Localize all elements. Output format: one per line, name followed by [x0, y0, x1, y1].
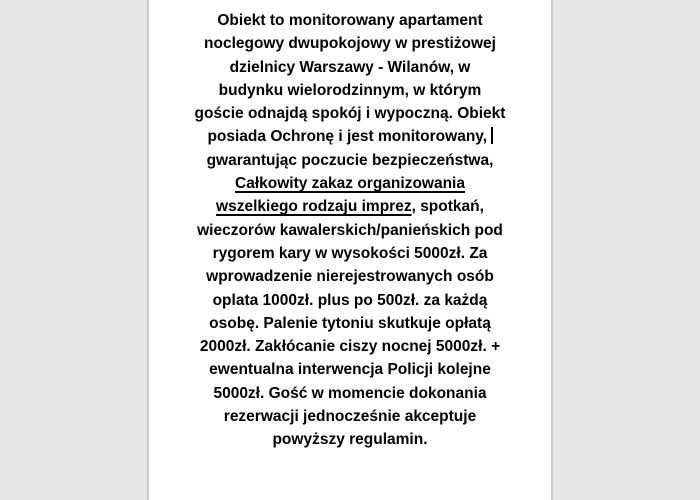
document-page[interactable]	[147, 0, 553, 500]
text-line	[149, 382, 551, 405]
text-segment: osobę. Palenie tytoniu skutkuje opłatą	[209, 314, 491, 332]
text-line	[149, 125, 551, 148]
text-segment: dzielnicy Warszawy - Wilanów, w	[229, 58, 471, 76]
text-line	[149, 289, 551, 312]
text-segment: rezerwacji jednocześnie akceptuje	[223, 408, 477, 426]
text-segment: wprowadzenie nierejestrowanych osób	[206, 268, 494, 286]
text-segment: powyższy regulamin.	[272, 431, 428, 449]
text-segment: oplata 1000zł. plus po 500zł. za każdą	[212, 291, 488, 309]
text-line	[149, 335, 551, 358]
document-lines	[149, 9, 551, 452]
text-line	[149, 405, 551, 428]
text-segment: 2000zł. Zakłócanie ciszy nocnej 5000zł. +	[199, 338, 501, 356]
text-segment: 5000zł. Gość w momencie dokonania	[213, 384, 487, 402]
text-line	[149, 56, 551, 79]
text-segment: goście odnajdą spokój i wypoczną. Obiekt	[194, 105, 506, 123]
text-segment: ewentualna interwencja Policji kolejne	[209, 361, 491, 379]
text-line	[149, 428, 551, 451]
text-segment: noclegowy dwupokojowy w prestiżowej	[204, 35, 496, 53]
text-line	[149, 242, 551, 265]
text-line	[149, 358, 551, 381]
text-segment: gwarantując poczucie bezpieczeństwa,	[206, 151, 494, 169]
text-cursor	[491, 127, 493, 144]
text-line	[149, 312, 551, 335]
text-line	[149, 149, 551, 172]
text-line	[149, 9, 551, 32]
text-line	[149, 195, 551, 218]
text-segment: wieczorów kawalerskich/panieńskich pod	[197, 221, 503, 239]
text-line	[149, 32, 551, 55]
text-segment: budynku wielorodzinnym, w którym	[218, 81, 482, 99]
text-line	[149, 79, 551, 102]
text-segment: , spotkań,	[411, 198, 484, 216]
text-line	[149, 172, 551, 195]
text-segment: rygorem kary w wysokości 5000zł. Za	[212, 244, 488, 262]
underlined-text-segment: Całkowity zakaz organizowania	[235, 175, 465, 193]
text-line	[149, 102, 551, 125]
text-line	[149, 219, 551, 242]
underlined-text-segment: wszelkiego rodzaju imprez	[216, 198, 412, 216]
text-line	[149, 265, 551, 288]
text-segment: Obiekt to monitorowany apartament	[217, 12, 483, 29]
text-segment: posiada Ochronę i jest monitorowany,	[207, 128, 488, 146]
